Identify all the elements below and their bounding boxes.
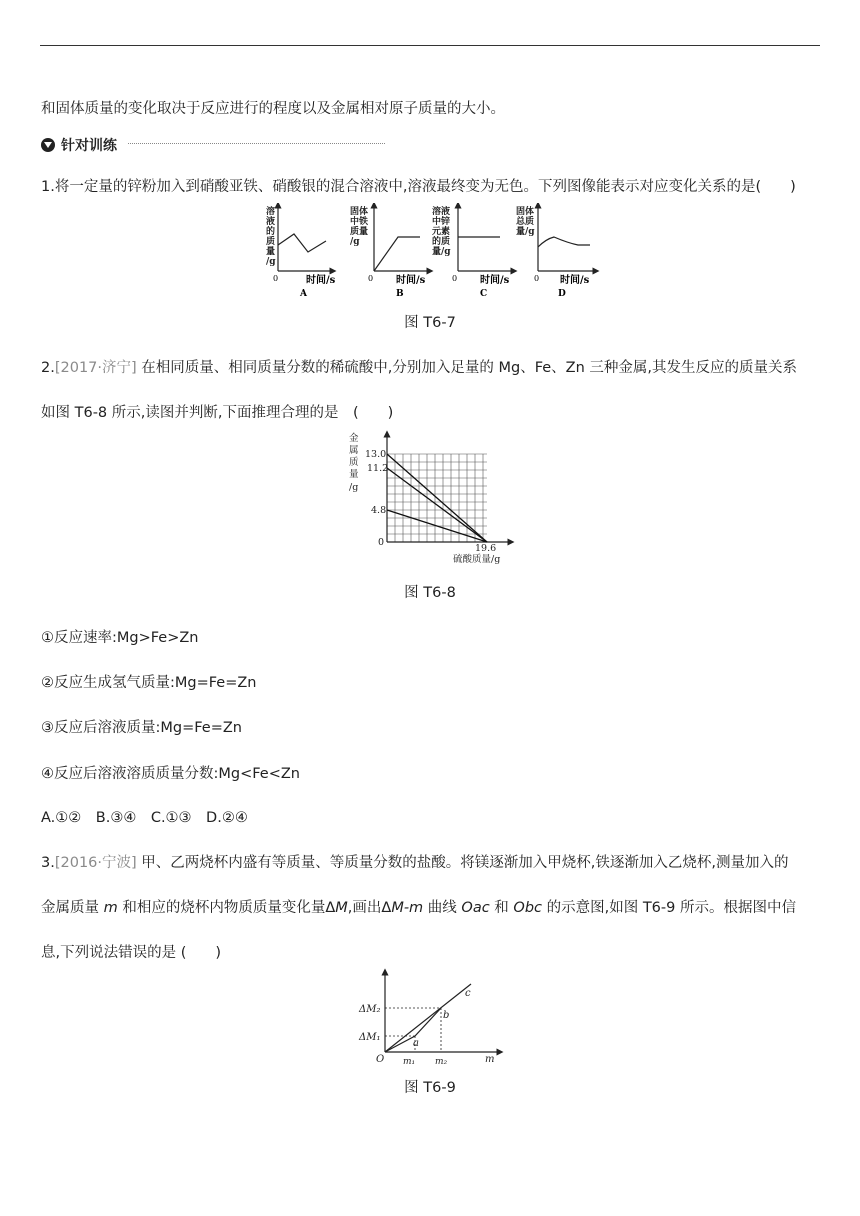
q3-text-2c: ,画出Δ [347,900,392,916]
graph-b-ylabel-2: 中铁 [350,217,369,227]
figure-t6-7-caption: 图 T6-7 [404,315,456,331]
figure-t6-9-point-b: b [443,1010,450,1021]
question-3-source: [2016·宁波] [54,855,137,871]
figure-t6-9-ytick-m1: ΔM₁ [359,1032,381,1043]
q3-curve-obc: Obc [513,900,542,916]
question-2-source: [2017·济宁] [54,360,137,376]
header-rule [40,45,820,46]
graph-d-ylabel-1: 固体 [516,207,535,217]
question-2-line-2: 如图 T6-8 所示,读图并判断,下面推理合理的是 ( ) [41,405,394,421]
graph-a-xlabel: 时间/s [306,275,336,286]
graph-d [516,205,596,299]
graph-c-xlabel: 时间/s [480,275,510,286]
figure-t6-8-caption: 图 T6-8 [404,585,456,601]
figure-t6-9-xtick-m1: m₁ [403,1057,416,1066]
figure-t6-9 [355,966,515,1066]
figure-t6-8-ylabel-4: 量 [349,469,359,480]
figure-t6-8-xtick: 19.6 [475,543,497,554]
figure-t6-8 [345,428,525,568]
figure-t6-9-ytick-m2: ΔM₂ [359,1004,381,1015]
section-header [41,135,117,155]
figure-t6-9-point-c: c [465,988,471,999]
figure-t6-9-point-a: a [413,1038,419,1049]
graph-a-origin: 0 [273,274,279,283]
figure-t6-7 [258,203,608,303]
graph-d-ylabel-3: 量/g [516,227,535,237]
question-1-text: 1.将一定量的锌粉加入到硝酸亚铁、硝酸银的混合溶液中,溶液最终变为无色。下列图像能表示对应变化关系的是( ) [41,179,796,195]
figure-t6-8-ylabel-1: 金 [349,433,359,444]
graph-b-origin: 0 [368,274,374,283]
statement-2: ②反应生成氢气质量:Mg=Fe=Zn [41,675,257,691]
q3-text-2b: 和相应的烧杯内物质质量变化量Δ [117,900,336,916]
graph-c-ylabel-2: 中锌 [432,217,451,227]
question-3-line-3: 息,下列说法错误的是 ( ) [41,945,222,961]
q3-var-m: m [103,900,118,916]
q3-var-Mm: M-m [391,900,424,916]
graph-b-letter: B [396,289,404,299]
graph-a-ylabel-4: 质 [266,237,276,247]
graph-b-ylabel-1: 固体 [350,207,369,217]
graph-b-ylabel-4: /g [350,237,360,247]
figure-t6-8-ylabel-3: 质 [349,457,359,468]
graph-b-xlabel: 时间/s [396,275,426,286]
statement-3: ③反应后溶液质量:Mg=Fe=Zn [41,720,242,736]
graph-b [350,205,430,299]
graph-a-ylabel-5: 量 [266,247,276,257]
intro-text: 和固体质量的变化取决于反应进行的程度以及金属相对原子质量的大小。 [41,101,505,117]
question-3-number: 3. [41,855,55,871]
graph-a-letter: A [300,289,307,299]
graph-c-ylabel-3: 元素 [432,227,451,237]
figure-t6-8-ylabel-2: 属 [349,445,359,456]
graph-c-origin: 0 [452,274,458,283]
q3-curve-oac: Oac [461,900,490,916]
figure-t6-8-origin: 0 [378,537,385,548]
q3-text-2d: 曲线 [423,900,462,916]
graph-b-ylabel-3: 质量 [350,227,369,237]
figure-t6-8-xlabel: 硫酸质量/g [453,554,501,565]
figure-t6-8-ylabel-5: /g [349,482,359,493]
q3-text-2f: 的示意图,如图 T6-9 所示。根据图中信 [542,900,796,916]
graph-a [266,205,336,299]
graph-a-ylabel-1: 溶 [266,207,276,217]
graph-d-xlabel: 时间/s [560,275,590,286]
graph-a-ylabel-2: 液 [266,217,276,227]
q3-var-M: M [335,900,348,916]
question-2-text-1: 在相同质量、相同质量分数的稀硫酸中,分别加入足量的 Mg、Fe、Zn 三种金属,其发生反应的质量关系 [141,360,798,376]
down-triangle-circle-icon [41,138,55,152]
graph-c-ylabel-4: 的质 [432,237,451,247]
figure-t6-9-origin: O [376,1054,385,1065]
graph-a-ylabel-6: /g [266,257,276,267]
figure-t6-9-xtick-m2: m₂ [435,1057,448,1066]
figure-t6-9-caption: 图 T6-9 [404,1080,456,1096]
figure-t6-8-ytick-4: 4.8 [371,505,387,516]
question-2-number: 2. [41,360,55,376]
q3-text-2e: 和 [489,900,514,916]
question-3-line-2 [41,896,796,917]
graph-d-ylabel-2: 总质 [516,217,535,227]
section-divider [128,143,385,144]
graph-c-letter: C [480,289,488,299]
graph-a-ylabel-3: 的 [266,227,276,237]
section-label: 针对训练 [61,138,117,154]
statement-4: ④反应后溶液溶质质量分数:Mg<Fe<Zn [41,766,300,782]
question-2-options: A.①② B.③④ C.①③ D.②④ [41,810,248,826]
question-3-text-1: 甲、乙两烧杯内盛有等质量、等质量分数的盐酸。将镁逐渐加入甲烧杯,铁逐渐加入乙烧杯,测量加入的 [141,855,789,871]
graph-d-letter: D [558,289,566,299]
graph-c [432,205,514,299]
graph-c-ylabel-1: 溶液 [432,207,451,217]
q3-text-2a: 金属质量 [41,900,104,916]
graph-d-origin: 0 [534,274,540,283]
graph-c-ylabel-5: 量/g [432,247,451,257]
figure-t6-8-ytick-11: 11.2 [367,463,389,474]
question-2-line-1 [41,356,797,377]
figure-t6-8-ytick-13: 13.0 [365,449,387,460]
statement-1: ①反应速率:Mg>Fe>Zn [41,630,199,646]
figure-t6-9-xlabel: m [485,1054,495,1065]
question-3-line-1 [41,851,789,872]
